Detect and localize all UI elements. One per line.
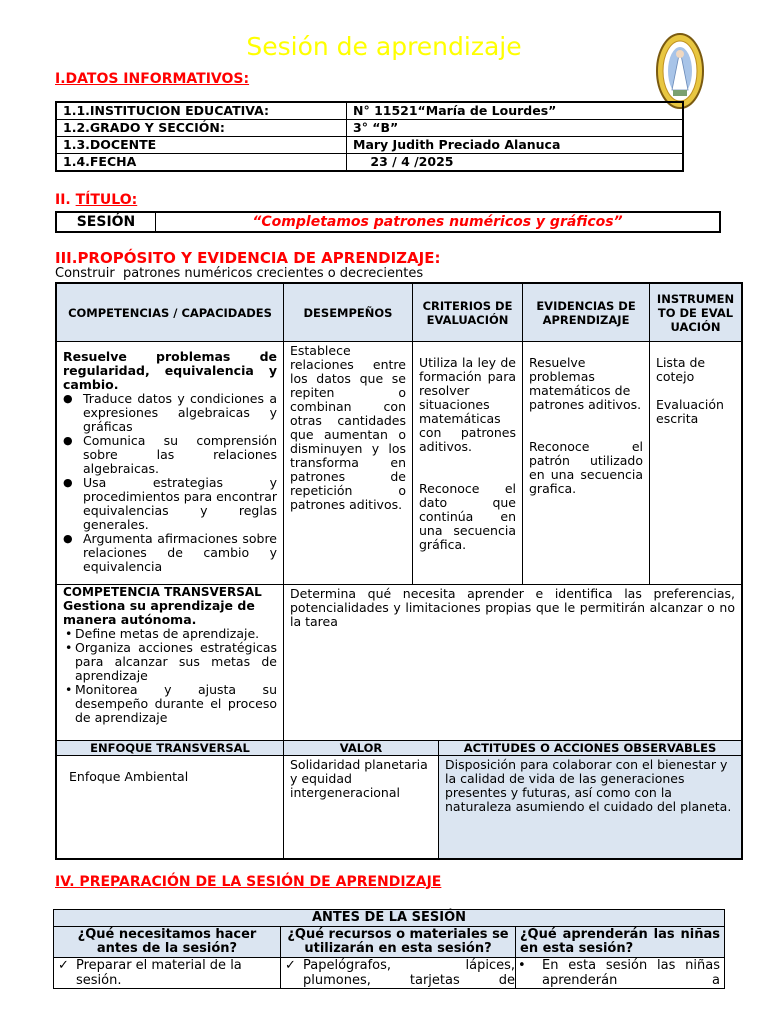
datos-value: Mary Judith Preciado Alanuca xyxy=(347,137,684,154)
desempeno-cell: Establece relaciones entre los datos que se repiten o combinan con otras cantidades que aumentan o disminuyen y los transforma en patrones de repetición o patrones aditivos. xyxy=(283,341,413,585)
datos-informativos-table xyxy=(55,101,684,172)
list-item: ● Comunica su comprensión sobre las relaciones algebraicas. xyxy=(63,434,277,476)
table-row xyxy=(56,137,683,154)
list-item: ● Usa estrategias y procedimientos para encontrar equivalencias y reglas generales. xyxy=(63,476,277,532)
header-enfoque: ENFOQUE TRANSVERSAL xyxy=(56,740,284,756)
section-preparacion-heading: IV. PREPARACIÓN DE LA SESIÓN DE APRENDIZAJE xyxy=(55,874,442,890)
enfoque-valor: Solidaridad planetaria y equidad intergeneracional xyxy=(283,755,439,859)
enfoque-nombre: Enfoque Ambiental xyxy=(56,755,284,859)
header-valor: VALOR xyxy=(283,740,439,756)
instrumento-item: Lista de cotejo xyxy=(656,355,706,384)
header-actitudes: ACTITUDES O ACCIONES OBSERVABLES xyxy=(438,740,742,756)
header-evidencias: EVIDENCIAS DE APRENDIZAJE xyxy=(522,283,650,342)
evidencias-cell xyxy=(522,341,650,585)
prep-header: ¿Qué aprenderán las niñas en esta sesión? xyxy=(516,927,724,958)
competencia-title: Resuelve problemas de regularidad, equivalencia y cambio. xyxy=(63,349,277,392)
table-row xyxy=(56,154,683,172)
preparacion-table xyxy=(53,909,725,989)
prep-cell: • En esta sesión las niñas aprenderán a xyxy=(516,958,724,988)
criterios-cell xyxy=(412,341,523,585)
section-proposito-heading: III.PROPÓSITO Y EVIDENCIA DE APRENDIZAJE: xyxy=(55,249,441,267)
criterio-item: Utiliza la ley de formación para resolver situaciones matemáticas con patrones aditivos. xyxy=(419,355,516,454)
page-title: Sesión de aprendizaje xyxy=(246,32,522,61)
datos-key: 1.1.INSTITUCION EDUCATIVA: xyxy=(56,102,347,120)
datos-value: 23 / 4 /2025 xyxy=(347,154,684,172)
proposito-text: Construir patrones numéricos crecientes o decrecientes xyxy=(55,266,424,281)
competencia-cell xyxy=(56,341,284,585)
sesion-title-table xyxy=(55,211,721,233)
sesion-value: “Completamos patrones numéricos y gráficos” xyxy=(156,212,721,232)
school-logo xyxy=(655,32,705,110)
table-row xyxy=(56,102,683,120)
prep-cell: ✓ Preparar el material de la sesión. xyxy=(54,958,281,988)
instrumentos-cell xyxy=(649,341,742,585)
prep-header: ¿Qué recursos o materiales se utilizarán en esta sesión? xyxy=(281,927,516,958)
table-row xyxy=(56,120,683,137)
datos-value: N° 11521“María de Lourdes” xyxy=(347,102,684,120)
transversal-desempeno: Determina qué necesita aprender e identifica las preferencias, potencialidades y limitaciones propias que le permitirán alcanzar o no la tarea xyxy=(283,584,742,741)
header-competencias: COMPETENCIAS / CAPACIDADES xyxy=(56,283,284,342)
datos-value: 3° “B” xyxy=(347,120,684,137)
criterio-item: Reconoce el dato que continúa en una secuencia gráfica. xyxy=(419,481,516,552)
section-datos-heading: I.DATOS INFORMATIVOS: xyxy=(55,71,250,87)
datos-key: 1.2.GRADO Y SECCIÓN: xyxy=(56,120,347,137)
proposito-table xyxy=(55,282,743,860)
prep-header: ¿Qué necesitamos hacer antes de la sesión? xyxy=(54,927,281,958)
header-criterios: CRITERIOS DE EVALUACIÓN xyxy=(412,283,523,342)
datos-key: 1.4.FECHA xyxy=(56,154,347,172)
enfoque-actitudes: Disposición para colaborar con el bienestar y la calidad de vida de las generaciones presentes y futuras, así como con la naturaleza asumiendo el cuidado del planeta. xyxy=(438,755,742,859)
header-desempenos: DESEMPEÑOS xyxy=(283,283,413,342)
datos-key: 1.3.DOCENTE xyxy=(56,137,347,154)
transversal-title: COMPETENCIA TRANSVERSAL xyxy=(63,585,262,599)
header-instrumento: INSTRUMENTO DE EVALUACIÓN xyxy=(649,283,742,342)
list-item: • Monitorea y ajusta su desempeño durante el proceso de aprendizaje xyxy=(63,683,277,725)
list-item: • Organiza acciones estratégicas para alcanzar sus metas de aprendizaje xyxy=(63,641,277,683)
list-item: • Define metas de aprendizaje. xyxy=(63,627,277,641)
preparacion-title: ANTES DE LA SESIÓN xyxy=(54,910,724,927)
prep-cell: ✓ Papelógrafos, lápices, plumones, tarjetas de xyxy=(281,958,516,988)
sesion-label: SESIÓN xyxy=(56,212,156,232)
transversal-competencia: Gestiona su aprendizaje de manera autónoma. xyxy=(63,598,255,627)
list-item: ● Traduce datos y condiciones a expresiones algebraicas y gráficas xyxy=(63,392,277,434)
instrumento-item: Evaluación escrita xyxy=(656,397,724,426)
evidencia-item: Reconoce el patrón utilizado en una secuencia grafica. xyxy=(529,439,643,496)
list-item: ● Argumenta afirmaciones sobre relaciones de cambio y equivalencia xyxy=(63,532,277,574)
section-titulo-heading: II. TÍTULO: xyxy=(55,192,138,208)
evidencia-item: Resuelve problemas matemáticos de patrones aditivos. xyxy=(529,355,642,412)
transversal-cell xyxy=(56,584,284,741)
